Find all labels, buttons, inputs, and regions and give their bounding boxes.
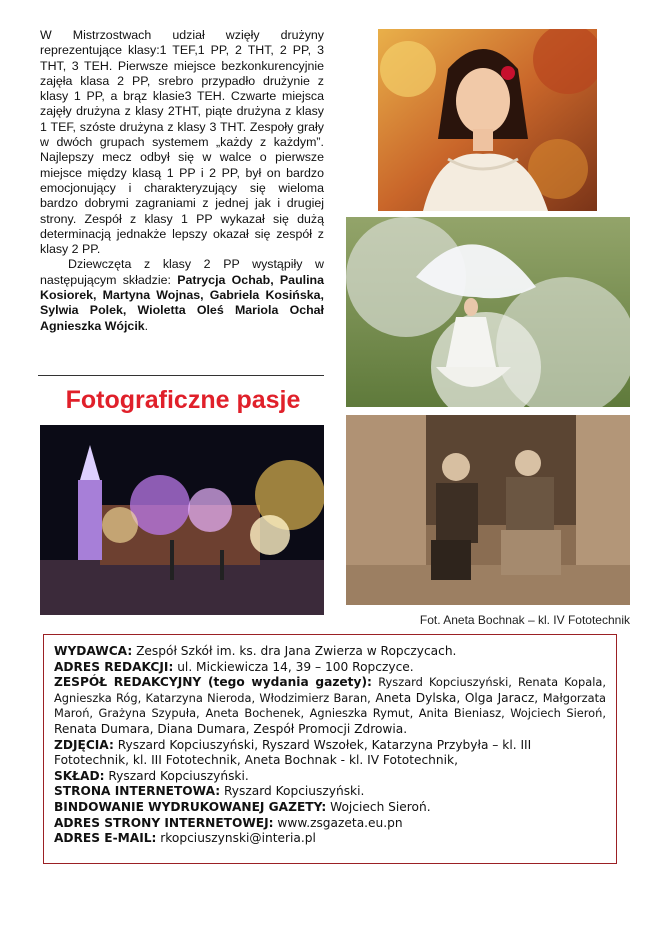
team-part-b: Aneta Dylska, Olga Jaracz, (375, 690, 539, 705)
email-value[interactable]: rkopciuszynski@interia.pl (160, 831, 316, 846)
squad-intro: Dziewczęta z klasy 2 PP wystąpiły w następującym składzie: (40, 257, 324, 287)
email-label: ADRES E-MAIL: (54, 831, 157, 846)
article-paragraph-1: W Mistrzostwach udział wzięły drużyny reprezentujące klasy:1 TEF,1 PP, 2 THT, 2 PP, 3 THT, 3 TEH. Pierwsze miejsce bezkonkurencyjnie zajęła klasa 2 PP, srebro przypadło drużynie z klasy 1 PP, a brąz klasie3 TEH. Czwarte miejsca zajęły drużyna z klasy 2THT, piąte drużyna z klasy 1 TEF, szóste drużyna z klasy 3 THT. Zespoły grały w dwóch grupach systemem „każdy z każdym”. Najlepszy mecz odbył się w walce o pierwsze miejsce między klasą 1 PP i 2 PP, był on bardzo emocjonujący i charakteryzujący się wieloma bardzo dobrymi zagraniami z jednej jak i drugiej strony. Zespół z klasy 1 PP wykazał się dużą determinacją jednakże lepszy okazał się zespół z klasy 2 PP. (40, 28, 324, 257)
publisher-row (54, 644, 606, 660)
team-part-e: Renata Dumara, Diana Dumara, Zespół Promocji Zdrowia. (54, 721, 408, 736)
night-square-photo (40, 425, 324, 615)
photos-label: ZDJĘCIA: (54, 737, 114, 752)
layout-row (54, 769, 606, 785)
binding-row (54, 800, 606, 816)
section-divider (38, 375, 324, 376)
url-label: ADRES STRONY INTERNETOWEJ: (54, 815, 274, 830)
url-row (54, 816, 606, 832)
section-title: Fotograficzne pasje (65, 386, 301, 414)
address-row (54, 660, 606, 676)
team-part-d: Aneta Bochenek, Agnieszka Rymut, Anita Bieniasz, Wojciech Sieroń, (205, 706, 606, 721)
smoke-dancer-photo (346, 217, 630, 407)
squad-names: Patrycja Ochab, Paulina Kosiorek, Martyna Wojnas, Gabriela Kosińska, Sylwia Polek, Wioletta Oleś Mariola Ochał Agnieszka Wójcik (40, 272, 324, 333)
photos-row (54, 738, 606, 769)
team-part-a: Ryszard Kopciuszyński, Renata Kopala, Agnieszka Róg, Katarzyna Nieroda, Włodzimierz Baran, (54, 675, 606, 705)
imprint-box (43, 634, 617, 864)
address-value: ul. Mickiewicza 14, 39 – 100 Ropczyce. (177, 659, 414, 674)
team-label: ZESPÓŁ REDAKCYJNY (tego wydania gazety): (54, 675, 372, 690)
layout-value: Ryszard Kopciuszyński. (108, 768, 249, 783)
web-row (54, 784, 606, 800)
team-part-c: Małgorzata Maroń, Grażyna Szypuła, (54, 690, 607, 721)
elderly-couple-photo (346, 415, 630, 605)
email-row (54, 831, 606, 847)
url-value[interactable]: www.zsgazeta.eu.pn (277, 815, 403, 830)
article-paragraph-2 (40, 257, 324, 333)
layout-label: SKŁAD: (54, 768, 105, 783)
squad-end: . (144, 318, 149, 333)
binding-label: BINDOWANIE WYDRUKOWANEJ GAZETY: (54, 799, 327, 814)
portrait-photo (378, 29, 597, 211)
photos-value: Ryszard Kopciuszyński, Ryszard Wszołek, Katarzyna Przybyła – kl. III Fototechnik, kl. III Fototechnik, Aneta Bochnak - kl. IV Fototechnik, (54, 737, 532, 768)
photo-credit: Fot. Aneta Bochnak – kl. IV Fototechnik (419, 613, 630, 627)
article-text (40, 28, 324, 334)
web-value: Ryszard Kopciuszyński. (223, 784, 365, 799)
publisher-value: Zespół Szkół im. ks. dra Jana Zwierza w Ropczycach. (136, 644, 457, 658)
binding-value: Wojciech Sieroń. (330, 799, 431, 814)
team-row (54, 675, 606, 737)
web-label: STRONA INTERNETOWA: (54, 784, 221, 799)
publisher-label: WYDAWCA: (54, 644, 133, 658)
address-label: ADRES REDAKCJI: (54, 659, 174, 674)
